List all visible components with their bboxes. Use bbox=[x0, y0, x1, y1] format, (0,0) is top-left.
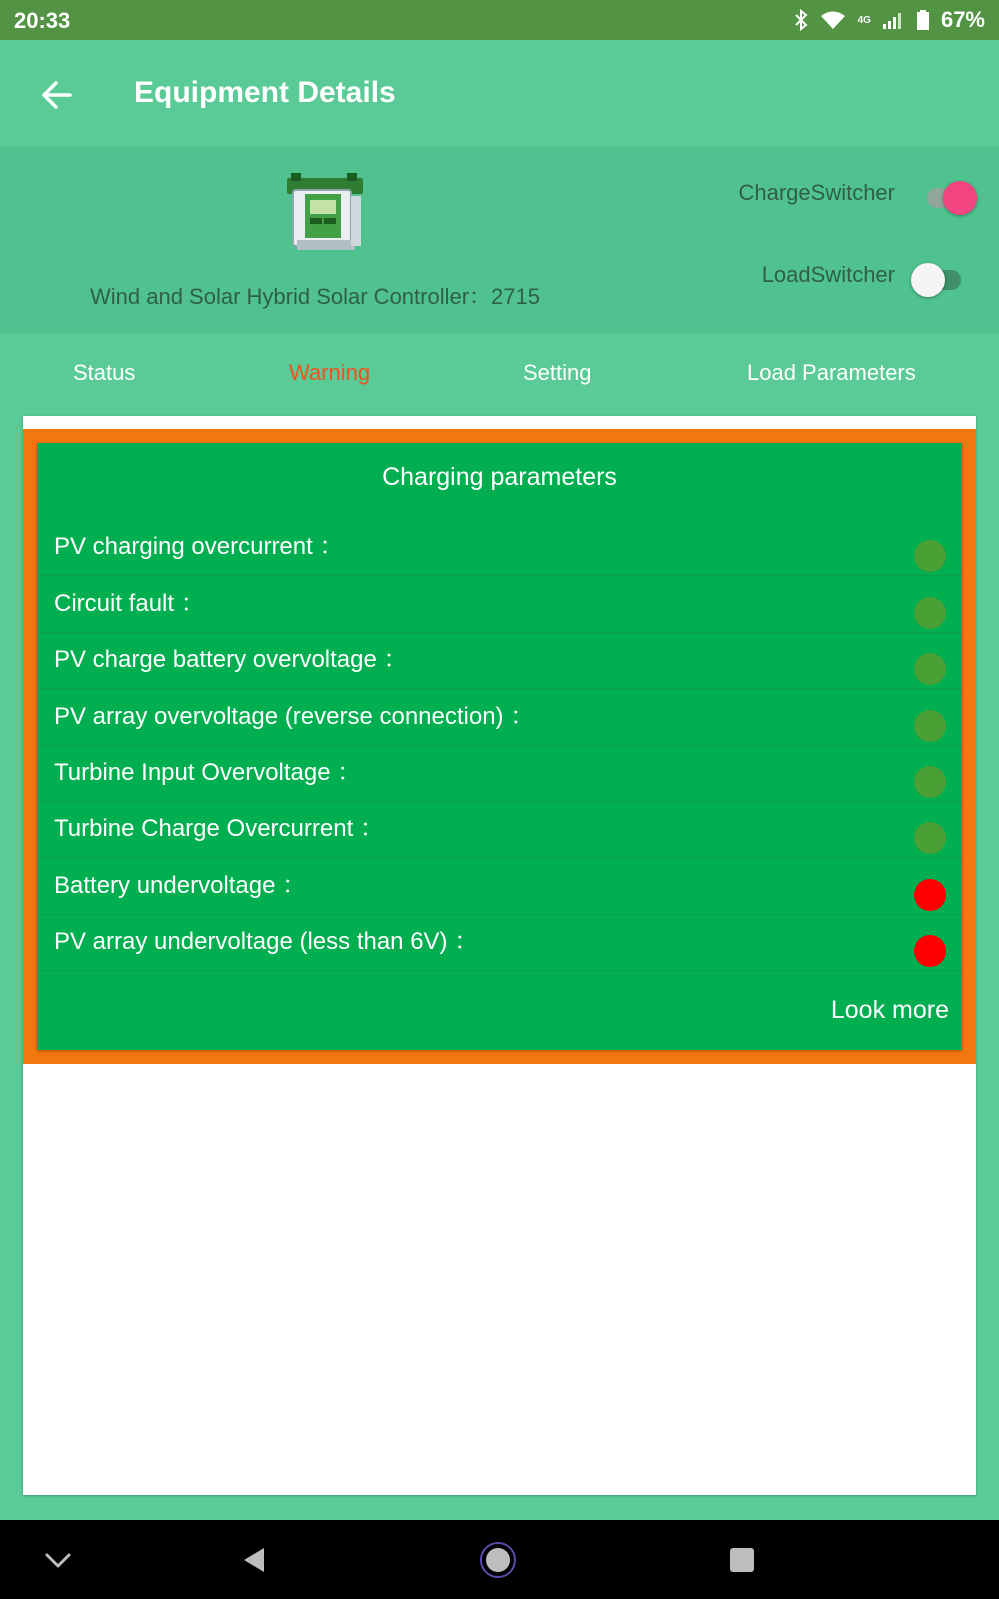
battery-icon bbox=[917, 10, 929, 30]
nav-home-icon[interactable] bbox=[478, 1540, 518, 1580]
device-header bbox=[0, 146, 999, 334]
param-row bbox=[37, 575, 962, 633]
chevron-down-icon[interactable] bbox=[38, 1540, 78, 1580]
signal-icon bbox=[883, 11, 905, 29]
tab-warning[interactable]: Warning bbox=[289, 360, 371, 385]
device-name: Wind and Solar Hybrid Solar Controller：2715 bbox=[90, 284, 540, 309]
toggle-knob bbox=[943, 181, 977, 215]
param-label: PV array overvoltage (reverse connection) ： bbox=[54, 703, 535, 730]
network-type: 4G bbox=[857, 14, 871, 26]
charge-switcher-label: ChargeSwitcher bbox=[738, 180, 895, 205]
param-row bbox=[37, 857, 962, 915]
charging-parameters-card bbox=[37, 443, 962, 1050]
status-indicator-dot bbox=[914, 597, 946, 629]
charging-parameters-title: Charging parameters bbox=[382, 463, 617, 491]
content-card bbox=[23, 416, 976, 1495]
app-bar bbox=[0, 40, 999, 146]
nav-back-icon[interactable] bbox=[236, 1540, 276, 1580]
status-indicator-dot bbox=[914, 653, 946, 685]
system-navigation-bar bbox=[0, 1520, 999, 1599]
tab-status[interactable]: Status bbox=[73, 360, 136, 385]
look-more-link[interactable]: Look more bbox=[830, 996, 949, 1024]
load-switcher-label: LoadSwitcher bbox=[761, 262, 895, 287]
param-label: PV charging overcurrent ： bbox=[54, 533, 344, 560]
status-bar bbox=[0, 0, 999, 40]
charge-switcher-toggle[interactable] bbox=[923, 178, 977, 218]
param-label: Turbine Charge Overcurrent ： bbox=[54, 815, 384, 842]
load-switcher-toggle[interactable] bbox=[911, 260, 965, 300]
content-panel bbox=[10, 416, 988, 1508]
param-label: Battery undervoltage ： bbox=[54, 872, 307, 899]
bluetooth-icon bbox=[794, 9, 808, 31]
status-indicator-dot bbox=[914, 540, 946, 572]
warning-frame bbox=[23, 429, 976, 1064]
param-row bbox=[37, 800, 962, 858]
status-indicator-dot bbox=[914, 766, 946, 798]
status-indicator-dot bbox=[914, 822, 946, 854]
battery-percent: 67% bbox=[940, 7, 985, 32]
status-indicator-dot bbox=[914, 935, 946, 967]
status-indicator-dot bbox=[914, 710, 946, 742]
param-row bbox=[37, 744, 962, 802]
tab-setting[interactable]: Setting bbox=[523, 360, 592, 385]
controller-device-image bbox=[283, 172, 367, 254]
param-label: PV charge battery overvoltage ： bbox=[54, 646, 408, 673]
param-label: PV array undervoltage (less than 6V) ： bbox=[54, 928, 479, 955]
nav-recents-icon[interactable] bbox=[722, 1540, 762, 1580]
param-row bbox=[37, 913, 962, 971]
back-arrow-icon[interactable] bbox=[40, 78, 74, 112]
param-row bbox=[37, 688, 962, 746]
status-indicator-dot bbox=[914, 879, 946, 911]
tab-bar bbox=[0, 334, 999, 416]
tab-load-parameters[interactable]: Load Parameters bbox=[747, 360, 916, 385]
wifi-icon bbox=[820, 10, 846, 30]
param-row bbox=[37, 518, 962, 576]
toggle-knob bbox=[911, 263, 945, 297]
param-label: Circuit fault ： bbox=[54, 590, 205, 617]
status-icons bbox=[794, 7, 985, 33]
param-row bbox=[37, 631, 962, 689]
status-time: 20:33 bbox=[14, 8, 71, 33]
param-label: Turbine Input Overvoltage ： bbox=[54, 759, 362, 786]
page-title: Equipment Details bbox=[134, 76, 396, 109]
